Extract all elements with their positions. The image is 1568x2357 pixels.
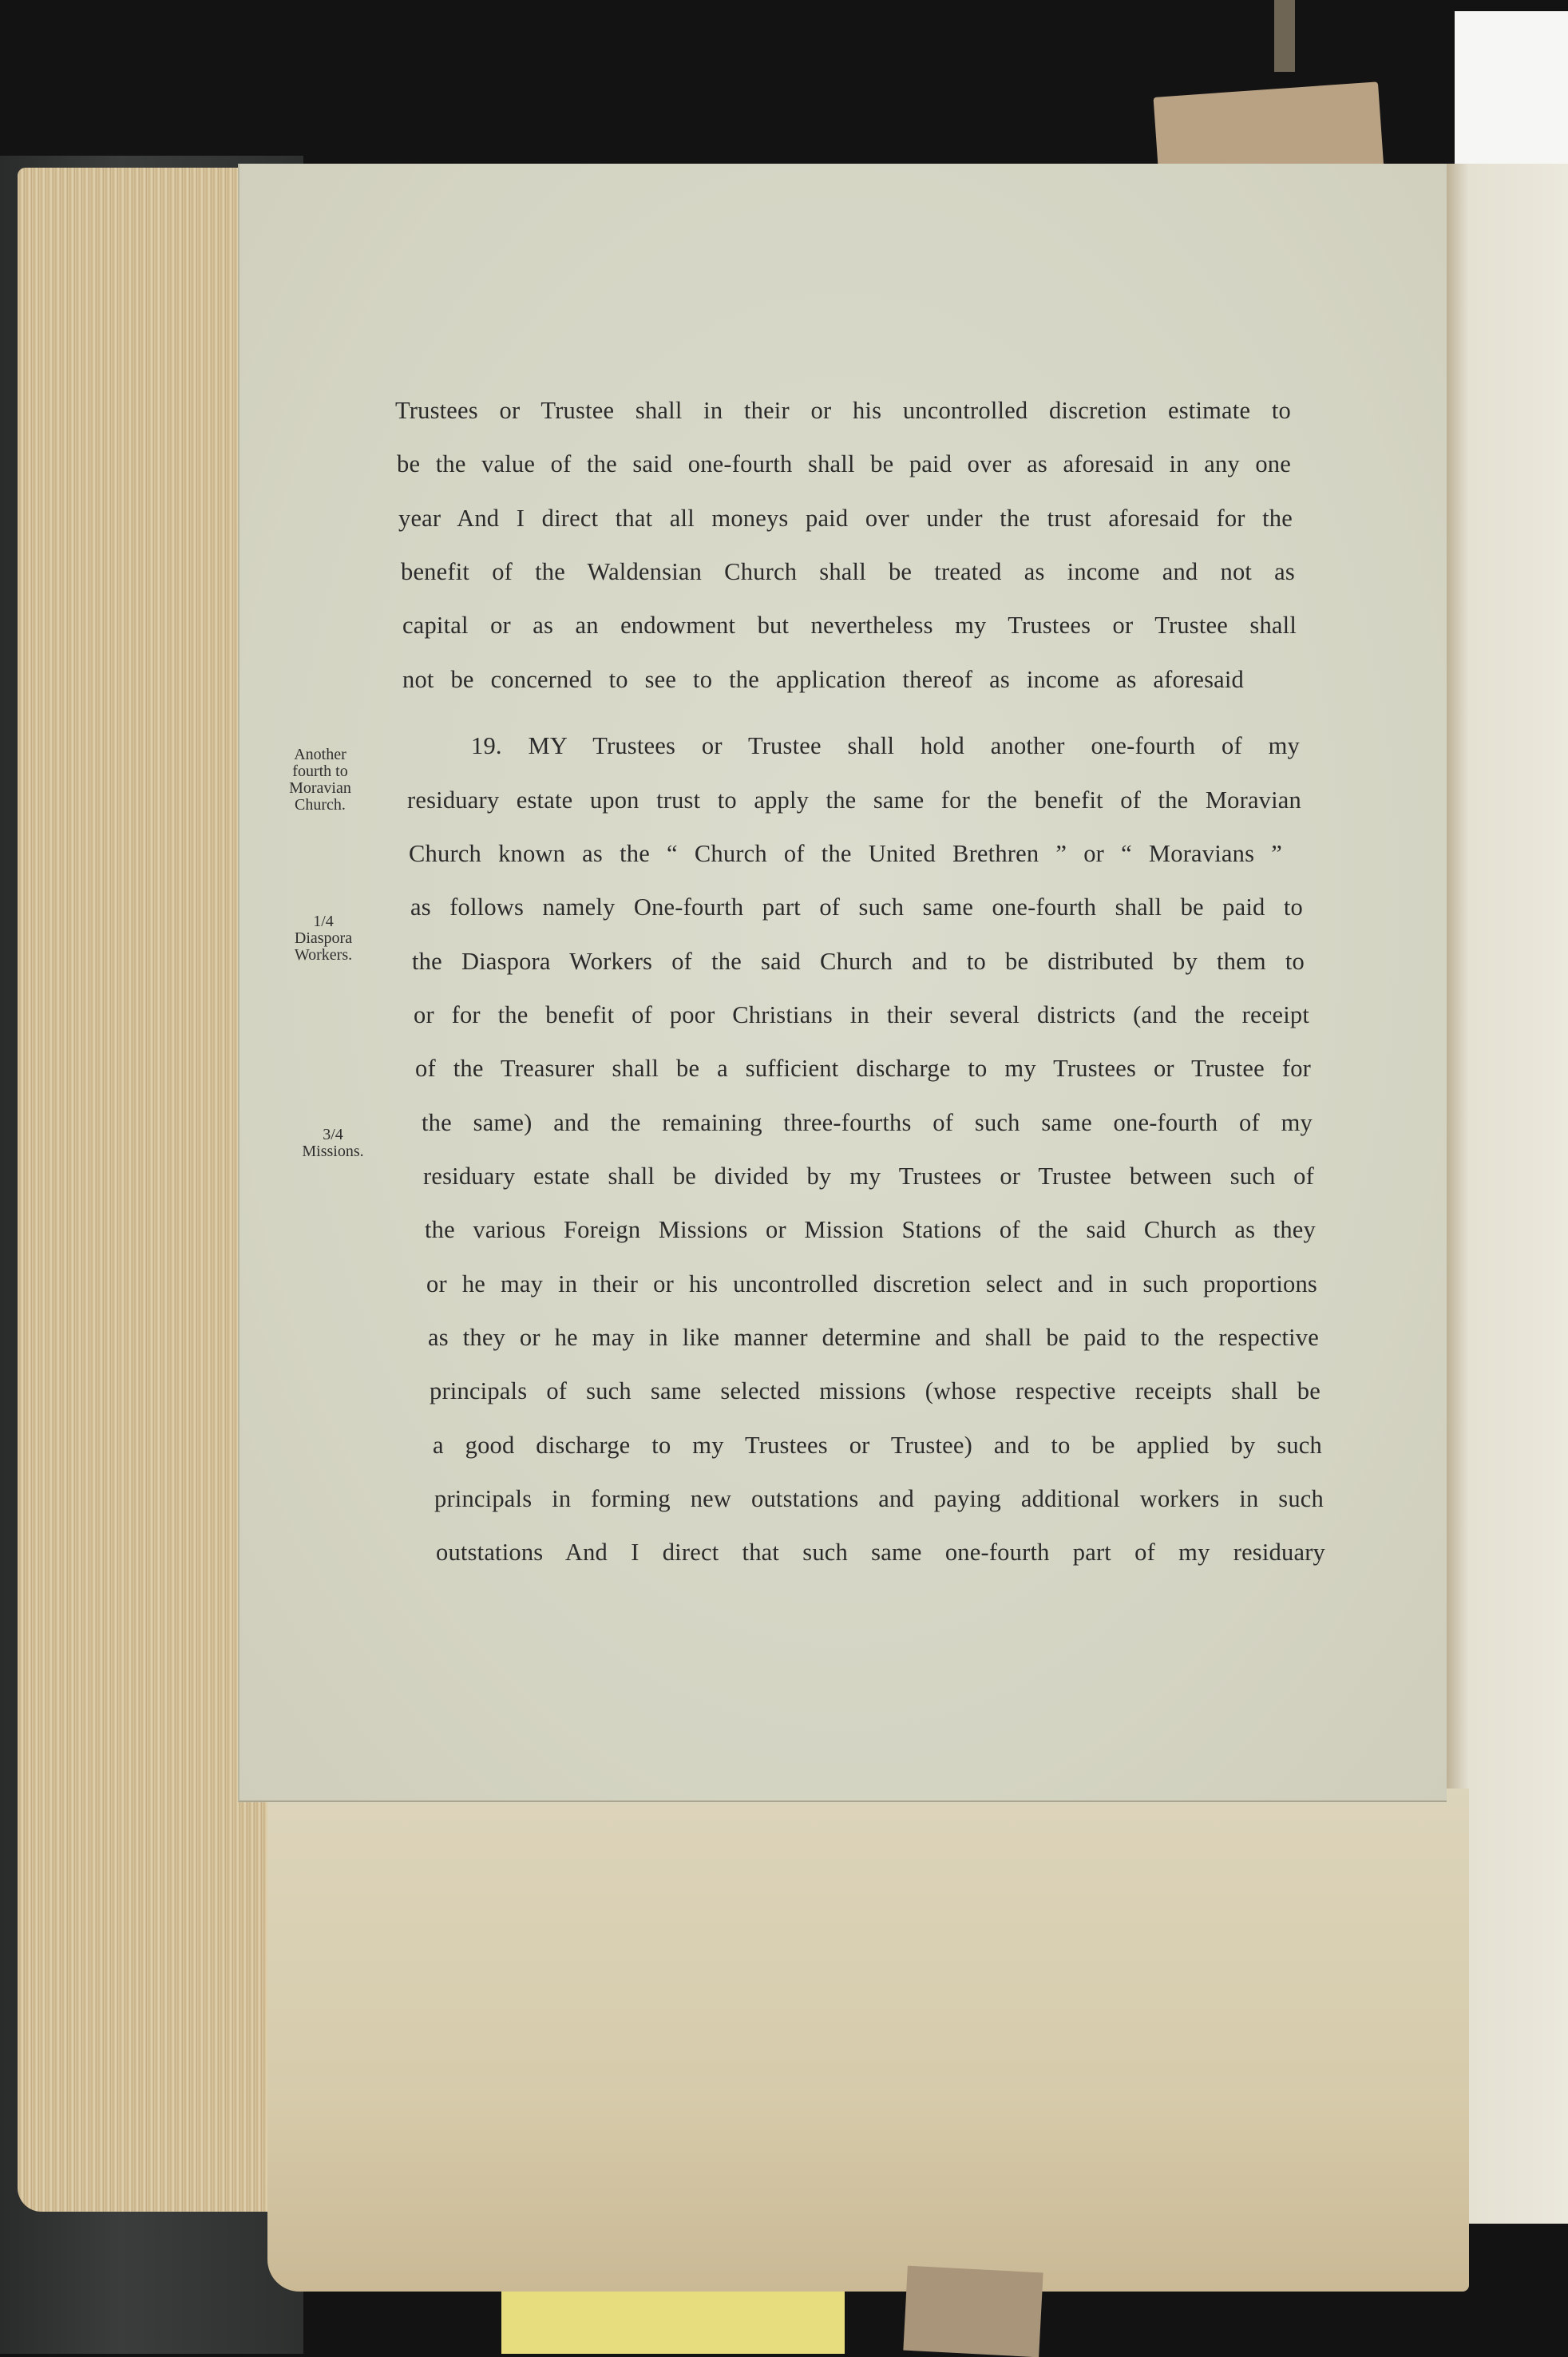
body-line: or he may in their or his uncontrolled discretion select and in such proportions (426, 1270, 1317, 1297)
paper-scrap (1274, 0, 1295, 72)
body-line: capital or as an endowment but nevertheless my Trustees or Trustee shall (402, 612, 1297, 639)
torn-tab (903, 2266, 1043, 2357)
body-line: be the value of the said one-fourth shall be paid over as aforesaid in any one (397, 450, 1291, 477)
body-line: principals of such same selected missions (whose respective receipts shall be (430, 1377, 1321, 1404)
body-line: residuary estate shall be divided by my Trustees or Trustee between such of (423, 1163, 1314, 1190)
margin-note-line: Diaspora (294, 929, 353, 947)
body-line: outstations And I direct that such same one-fourth part of my residuary (436, 1539, 1325, 1566)
body-line: benefit of the Waldensian Church shall be treated as income and not as (401, 558, 1295, 585)
margin-note-line: fourth to (292, 763, 348, 780)
page-lower-strip (267, 1789, 1469, 2292)
margin-note-line: Moravian (289, 779, 351, 797)
body-line: the Diaspora Workers of the said Church and to be distributed by them to (412, 948, 1305, 975)
margin-note-missions (289, 1127, 377, 1160)
body-line: Church known as the “ Church of the United Brethren ” or “ Moravians ” (409, 840, 1282, 867)
margin-note-line: 1/4 (313, 913, 334, 930)
body-line: year And I direct that all moneys paid over under the trust aforesaid for the (398, 505, 1293, 532)
body-line: of the Treasurer shall be a sufficient discharge to my Trustees or Trustee for (415, 1055, 1311, 1082)
body-line: principals in forming new outstations and paying additional workers in such (434, 1485, 1324, 1512)
body-line: as they or he may in like manner determine and shall be paid to the respective (428, 1324, 1319, 1351)
margin-note-moravian (271, 747, 369, 814)
body-line: not be concerned to see to the application thereof as income as aforesaid (402, 666, 1244, 693)
yellow-marker-slip (501, 2292, 845, 2354)
body-line: Trustees or Trustee shall in their or his uncontrolled discretion estimate to (395, 397, 1291, 424)
body-line: residuary estate upon trust to apply the same for the benefit of the Moravian (407, 786, 1301, 814)
body-line: the various Foreign Missions or Mission Stations of the said Church as they (425, 1216, 1316, 1243)
margin-note-line: 3/4 (323, 1126, 343, 1143)
margin-note-line: Missions. (302, 1143, 364, 1160)
margin-note-diaspora (279, 913, 367, 964)
body-line: 19. MY Trustees or Trustee shall hold another one-fourth of my (471, 732, 1300, 759)
body-line: a good discharge to my Trustees or Trustee) and to be applied by such (433, 1432, 1322, 1459)
body-line: as follows namely One-fourth part of such same one-fourth shall be paid to (410, 893, 1303, 921)
body-line: the same) and the remaining three-fourths of such same one-fourth of my (422, 1109, 1313, 1136)
margin-note-line: Church. (295, 796, 346, 814)
body-line: or for the benefit of poor Christians in their several districts (and the receipt (414, 1001, 1309, 1028)
margin-note-line: Another (294, 746, 346, 763)
margin-note-line: Workers. (294, 946, 353, 964)
